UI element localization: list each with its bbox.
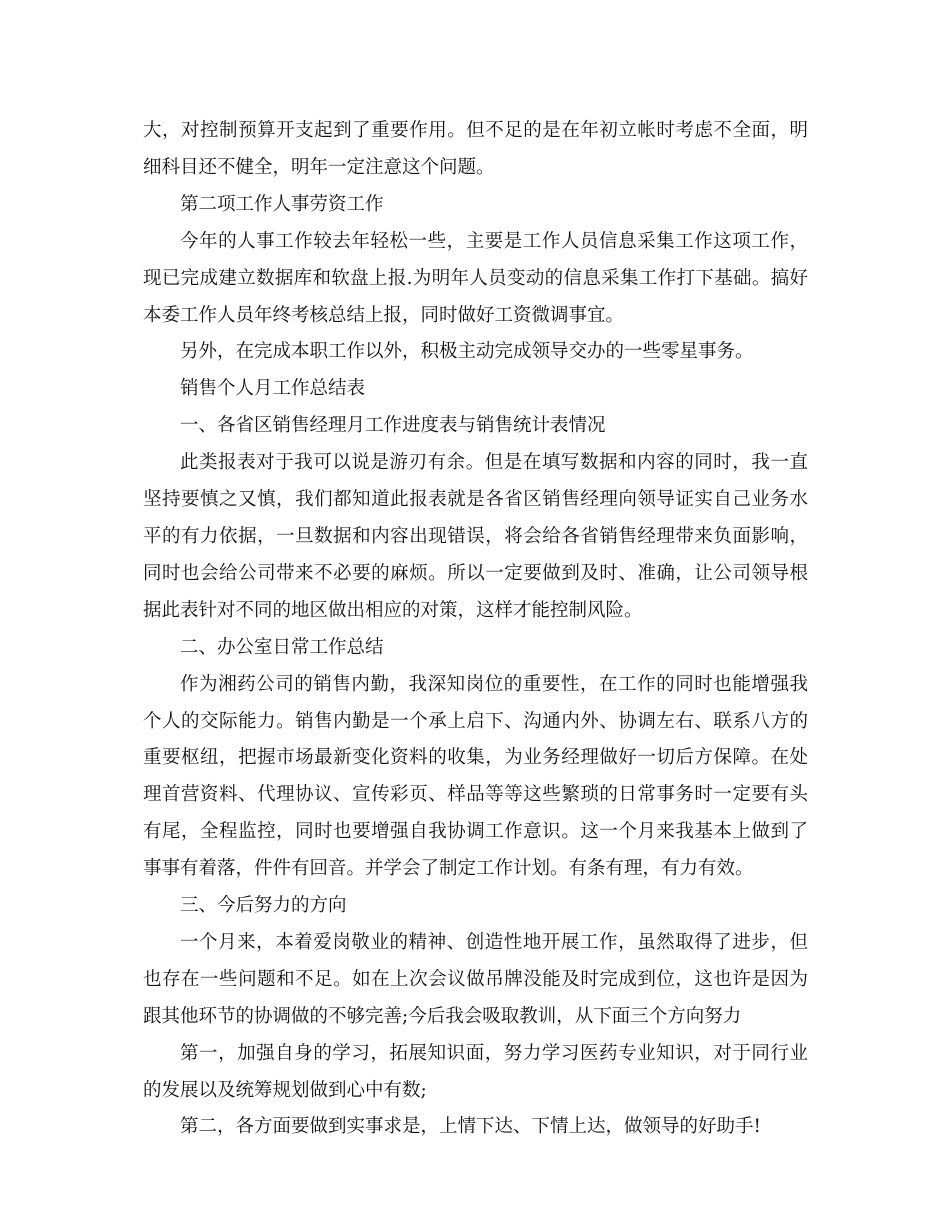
paragraph-personnel-work: 今年的人事工作较去年轻松一些，主要是工作人员信息采集工作这项工作，现已完成建立数据库和软盘上报.为明年人员变动的信息采集工作打下基础。搞好本委工作人员年终考核总结上报，同时做好工资微调事宜。 [143,230,808,326]
section-heading-three: 三、今后努力的方向 [180,895,347,917]
paragraph-direction: 一个月来，本着爱岗敬业的精神、创造性地开展工作，虽然取得了进步，但也存在一些问题和不足。如在上次会议做吊牌没能及时完成到位，这也许是因为跟其他环节的协调做的不够完善;今后我会吸取教训，从下面三个方向努力 [143,931,808,1027]
paragraph-second-point: 第二，各方面要做到实事求是，上情下达、下情上达，做领导的好助手! [180,1116,761,1138]
section-heading-two: 二、办公室日常工作总结 [180,636,384,658]
paragraph-first-point: 第一，加强自身的学习，拓展知识面，努力学习医药专业知识，对于同行业的发展以及统筹规划做到心中有数; [143,1042,808,1101]
paragraph-reports: 此类报表对于我可以说是游刃有余。但是在填写数据和内容的同时，我一直坚持要慎之又慎，我们都知道此报表就是各省区销售经理向领导证实自己业务水平的有力依据，一旦数据和内容出现错误，将会给各省销售经理带来负面影响，同时也会给公司带来不必要的麻烦。所以一定要做到及时、准确，让公司领导根据此表针对不同的地区做出相应的对策，这样才能控制风险。 [143,452,808,621]
paragraph-continuation: 大，对控制预算开支起到了重要作用。但不足的是在年初立帐时考虑不全面，明细科目还不健全，明年一定注意这个问题。 [143,120,808,178]
section-heading-one: 一、各省区销售经理月工作进度表与销售统计表情况 [180,415,606,437]
section-heading-personnel: 第二项工作人事劳资工作 [180,193,384,215]
document-page [143,113,808,1146]
paragraph-office-work: 作为湘药公司的销售内勤，我深知岗位的重要性，在工作的同时也能增强我个人的交际能力。销售内勤是一个承上启下、沟通内外、协调左右、联系八方的重要枢纽，把握市场最新变化资料的收集，为业务经理做好一切后方保障。在处理首营资料、代理协议、宣传彩页、样品等等这些繁琐的日常事务时一定要有头有尾，全程监控，同时也要增强自我协调工作意识。这一个月来我基本上做到了事事有着落，件件有回音。并学会了制定工作计划。有条有理，有力有效。 [143,673,808,880]
paragraph-other-duties: 另外，在完成本职工作以外，积极主动完成领导交办的一些零星事务。 [180,341,754,363]
section-heading-monthly-summary: 销售个人月工作总结表 [180,378,366,400]
